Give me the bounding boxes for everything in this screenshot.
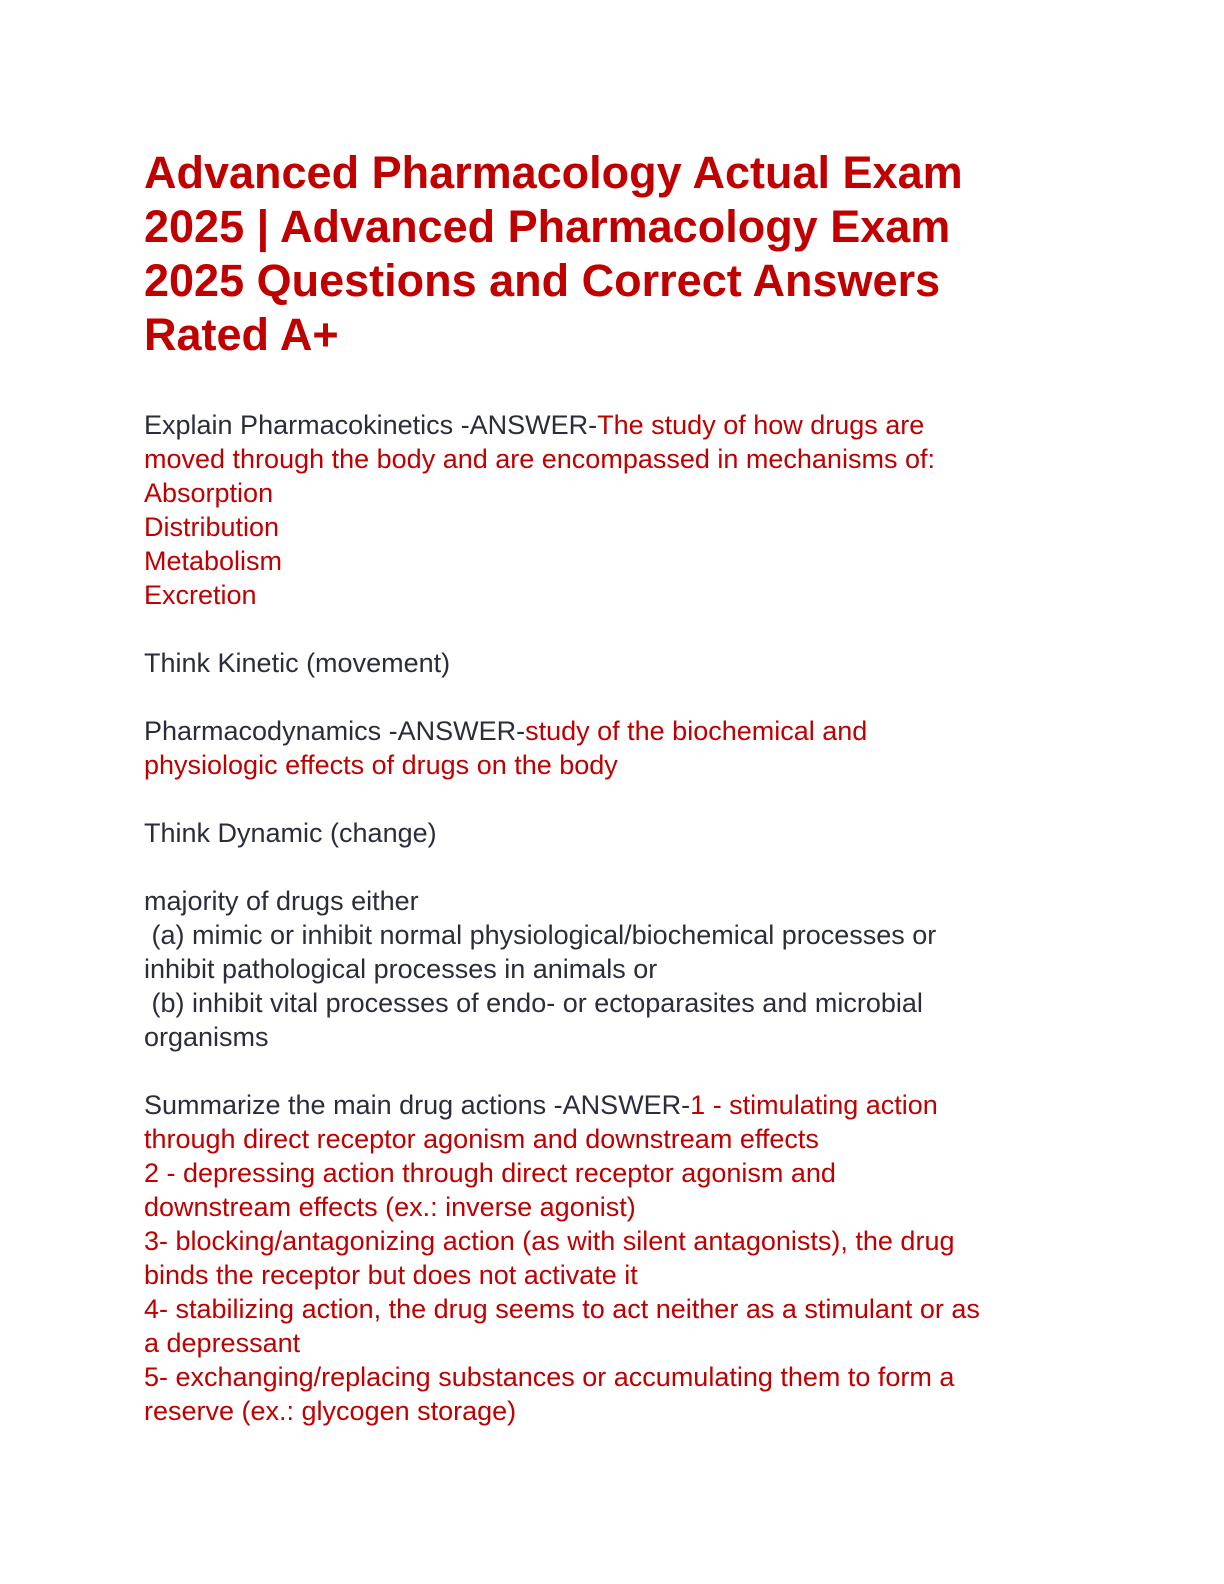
paragraph-gap [144,680,1094,714]
answer-line: a depressant [144,1328,301,1358]
answer-text: The study of how drugs are [597,410,925,440]
answer-line: physiologic effects of drugs on the body [144,750,618,780]
answer-line: moved through the body and are encompassed in mechanisms of: [144,444,935,474]
answer-line: 2 - depressing action through direct receptor agonism and [144,1158,836,1188]
paragraph-gap [144,782,1094,816]
answer-text: 1 - stimulating action [690,1090,938,1120]
answer-line: 3- blocking/antagonizing action (as with silent antagonists), the drug [144,1226,955,1256]
document-title [144,146,1094,362]
qa-first-line [144,408,1094,442]
answer-line: 5- exchanging/replacing substances or accumulating them to form a [144,1362,955,1392]
note-majority-of-drugs [144,884,1094,1054]
answer-line: reserve (ex.: glycogen storage) [144,1396,517,1426]
answer-line: Metabolism [144,546,283,576]
qa-first-line [144,714,1094,748]
document-page [144,146,1094,1428]
question-text: Explain Pharmacokinetics -ANSWER- [144,410,598,440]
note-line: majority of drugs either [144,886,419,916]
question-text: Pharmacodynamics -ANSWER- [144,716,526,746]
qa-block-drug-actions [144,1088,1094,1428]
question-text: Summarize the main drug actions -ANSWER- [144,1090,691,1120]
note-line: inhibit pathological processes in animals or [144,954,658,984]
answer-line: Excretion [144,580,257,610]
note-think-kinetic: Think Kinetic (movement) [144,648,451,678]
title-line: 2025 Questions and Correct Answers [144,255,941,306]
document-body [144,408,1094,1428]
qa-block-pharmacokinetics [144,408,1094,612]
answer-line: downstream effects (ex.: inverse agonist) [144,1192,636,1222]
title-line: Advanced Pharmacology Actual Exam [144,147,963,198]
answer-line: binds the receptor but does not activate it [144,1260,638,1290]
answer-line: 4- stabilizing action, the drug seems to act neither as a stimulant or as [144,1294,980,1324]
answer-line: Distribution [144,512,280,542]
answer-text: study of the biochemical and [525,716,868,746]
title-line: 2025 | Advanced Pharmacology Exam [144,201,951,252]
qa-first-line [144,1088,1094,1122]
answer-line: Absorption [144,478,274,508]
note-line: (a) mimic or inhibit normal physiological/biochemical processes or [144,920,937,950]
note-think-dynamic: Think Dynamic (change) [144,818,437,848]
paragraph-gap [144,850,1094,884]
note-line: (b) inhibit vital processes of endo- or ectoparasites and microbial [144,988,923,1018]
paragraph-gap [144,1054,1094,1088]
qa-block-pharmacodynamics [144,714,1094,782]
note-line: organisms [144,1022,269,1052]
paragraph-gap [144,612,1094,646]
title-line: Rated A+ [144,309,339,360]
answer-line: through direct receptor agonism and downstream effects [144,1124,819,1154]
